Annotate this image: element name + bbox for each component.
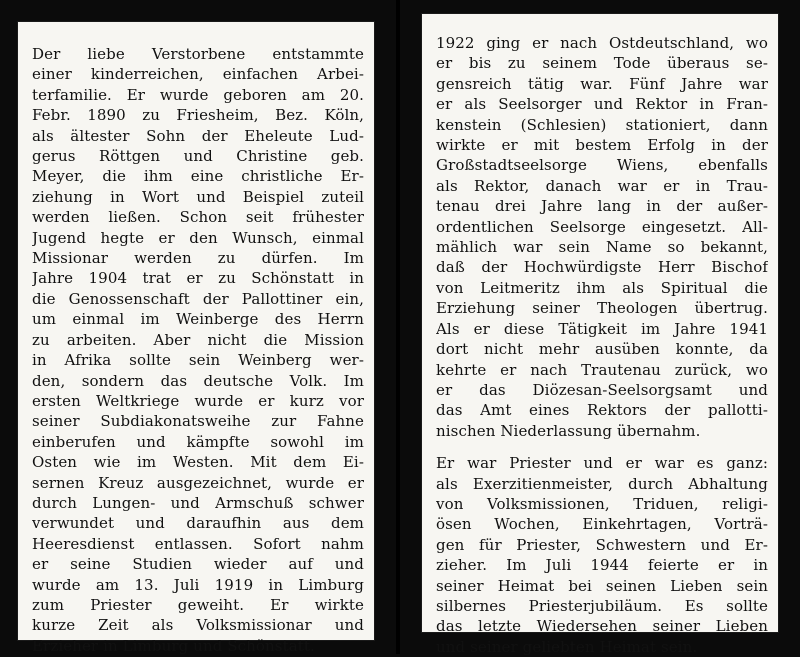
text-line: dort nicht mehr ausüben konnte, da [436,340,768,359]
text-line: Erziehung seiner Theologen übertrug. [436,299,768,318]
right-paragraph-2 [422,441,778,657]
text-line: mählich war sein Name so bekannt, [436,238,768,257]
text-line: sernen Kreuz ausgezeichnet, wurde er [32,473,364,492]
text-line: ösen Wochen, Einkehrtagen, Vorträ- [436,515,768,534]
center-divider [396,0,400,654]
text-line: er seine Studien wieder auf und [32,555,364,574]
text-line: er das Diözesan-Seelsorgsamt und [436,380,768,399]
text-line: Er war Priester und er war es ganz: [436,454,768,473]
text-line: einer kinderreichen, einfachen Arbei- [32,65,364,84]
text-line: von Volksmissionen, Triduen, religi- [436,494,768,513]
text-line: Meyer, die ihm eine christliche Er- [32,167,364,186]
right-paragraph-1 [422,14,778,441]
text-line: ersten Weltkriege wurde er kurz vor [32,391,364,410]
text-line: tenau drei Jahre lang in der außer- [436,197,768,216]
text-line: daß der Hochwürdigste Herr Bischof [436,258,768,277]
text-line: als Exerzitienmeister, durch Abhaltung [436,474,768,493]
text-line: seiner Subdiakonatsweihe zur Fahne [32,412,364,431]
text-line: als Rektor, danach war er in Trau- [436,176,768,195]
text-line: Jugend hegte er den Wunsch, einmal [32,228,364,247]
text-line: wurde am 13. Juli 1919 in Limburg [32,575,364,594]
text-line: Erzieher in Limburg und Schönstatt. [32,636,315,655]
text-line: Als er diese Tätigkeit im Jahre 1941 [436,319,768,338]
text-line: Missionar werden zu dürfen. Im [32,249,364,268]
text-line: das Amt eines Rektors der pallotti- [436,401,768,420]
text-line: ordentlichen Seelsorge eingesetzt. All- [436,217,768,236]
left-page [18,22,374,655]
text-line: nischen Niederlassung übernahm. [436,421,701,440]
text-line: Osten wie im Westen. Mit dem Ei- [32,453,364,472]
text-line: werden ließen. Schon seit frühester [32,208,364,227]
text-line: Heeresdienst entlassen. Sofort nahm [32,534,364,553]
text-line: durch Lungen- und Armschuß schwer [32,493,364,512]
text-line: zum Priester geweiht. Er wirkte [32,595,364,614]
text-line: seiner Heimat bei seinen Lieben sein [436,576,768,595]
text-line: die Genossenschaft der Pallottiner ein, [32,289,364,308]
text-line: terfamilie. Er wurde geboren am 20. [32,85,364,104]
text-line: ziehung in Wort und Beispiel zuteil [32,187,364,206]
text-line: in Afrika sollte sein Weinberg wer- [32,351,364,370]
text-line: Der liebe Verstorbene entstammte [32,45,364,63]
text-line: von Leitmeritz ihm als Spiritual die [436,278,768,297]
text-line: silbernes Priesterjubiläum. Es sollte [436,596,768,615]
text-line: gen für Priester, Schwestern und Er- [436,535,768,554]
text-line: Großstadtseelsorge Wiens, ebenfalls [436,156,768,175]
text-line: gerus Röttgen und Christine geb. [32,147,364,166]
text-line: den, sondern das deutsche Volk. Im [32,371,364,390]
text-line: kenstein (Schlesien) stationiert, dann [436,115,768,134]
text-line: und seiner geliebten Heimat sein. [436,637,698,656]
right-page [422,14,778,656]
text-line: das letzte Wiedersehen seiner Lieben [436,617,768,636]
text-line: verwundet und daraufhin aus dem [32,514,364,533]
text-line: einberufen und kämpfte sowohl im [32,432,364,451]
left-paragraph [18,22,374,656]
text-line: um einmal im Weinberge des Herrn [32,310,364,329]
text-line: zu arbeiten. Aber nicht die Mission [32,330,364,349]
text-line: als ältester Sohn der Eheleute Lud- [32,126,364,145]
text-line: gensreich tätig war. Fünf Jahre war [436,74,768,93]
text-line: Febr. 1890 zu Friesheim, Bez. Köln, [32,106,364,125]
text-line: er bis zu seinem Tode überaus se- [436,54,768,73]
text-line: wirkte er mit bestem Erfolg in der [436,136,768,155]
text-line: kehrte er nach Trautenau zurück, wo [436,360,768,379]
text-line: er als Seelsorger und Rektor in Fran- [436,95,768,114]
text-line: zieher. Im Juli 1944 feierte er in [436,556,768,575]
text-line: Jahre 1904 trat er zu Schönstatt in [32,269,364,288]
text-line: 1922 ging er nach Ostdeutschland, wo [436,34,768,52]
text-line: kurze Zeit als Volksmissionar und [32,616,364,635]
